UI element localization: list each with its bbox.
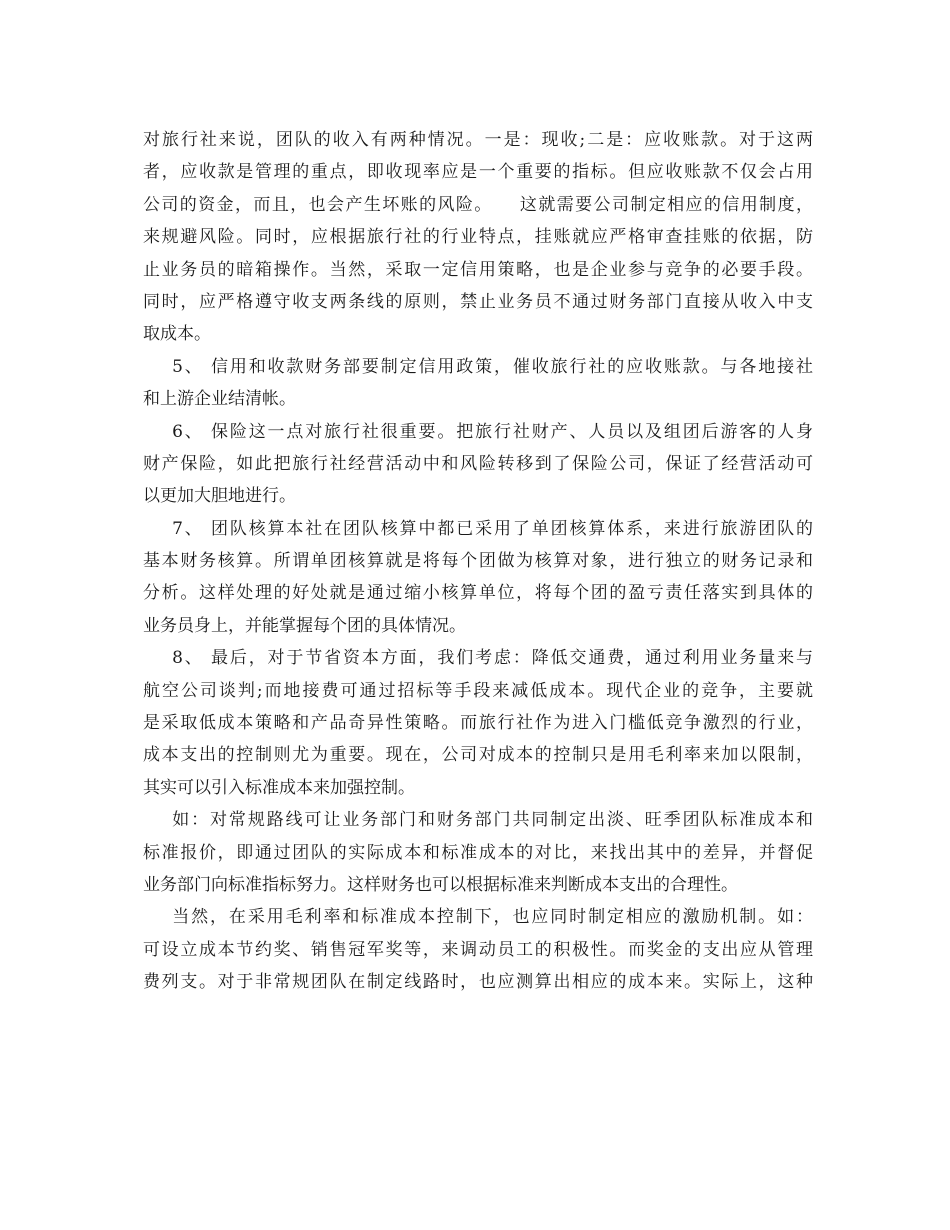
paragraph-insurance (143, 416, 813, 513)
text-line: 取成本。 (143, 324, 211, 345)
text-line: 公司的资金，而且，也会产生坏账的风险。 这就需要公司制定相应的信用制度， (143, 194, 813, 215)
text-line: 8、 最后，对于节省资本方面，我们考虑：降低交通费，通过利用业务量来与 (143, 648, 813, 669)
text-line: 费列支。对于非常规团队在制定线路时，也应测算出相应的成本来。实际上，这种 (143, 972, 813, 993)
text-line: 和上游企业结清帐。 (143, 389, 296, 410)
paragraph-team-accounting (143, 513, 813, 643)
text-line: 财产保险，如此把旅行社经营活动中和风险转移到了保险公司，保证了经营活动可 (143, 453, 813, 474)
text-line: 成本支出的控制则尤为重要。现在，公司对成本的控制只是用毛利率来加以限制， (143, 745, 813, 766)
text-line: 其实可以引入标准成本来加强控制。 (143, 777, 415, 798)
paragraph-standard-cost (143, 804, 813, 901)
text-line: 7、 团队核算本社在团队核算中都已采用了单团核算体系，来进行旅游团队的 (143, 518, 813, 539)
text-line: 者，应收款是管理的重点，即收现率应是一个重要的指标。但应收账款不仅会占用 (143, 162, 813, 183)
text-line: 是采取低成本策略和产品奇异性策略。而旅行社作为进入门槛低竞争激烈的行业， (143, 713, 813, 734)
text-line: 当然，在采用毛利率和标准成本控制下，也应同时制定相应的激励机制。如： (143, 907, 813, 928)
text-line: 业务员身上，并能掌握每个团的具体情况。 (143, 615, 466, 636)
text-line: 5、 信用和收款财务部要制定信用政策，催收旅行社的应收账款。与各地接社 (143, 356, 813, 377)
text-line: 航空公司谈判;而地接费可通过招标等手段来减低成本。现代企业的竞争，主要就 (143, 680, 813, 701)
text-line: 止业务员的暗箱操作。当然，采取一定信用策略，也是企业参与竞争的必要手段。 (143, 259, 813, 280)
text-line: 对旅行社来说，团队的收入有两种情况。一是：现收;二是：应收账款。对于这两 (143, 130, 813, 150)
paragraph-receivables (143, 124, 813, 351)
paragraph-cost-saving (143, 642, 813, 804)
paragraph-incentives (143, 901, 813, 998)
text-line: 标准报价，即通过团队的实际成本和标准成本的对比，来找出其中的差异，并督促 (143, 842, 813, 863)
text-line: 6、 保险这一点对旅行社很重要。把旅行社财产、人员以及组团后游客的人身 (143, 421, 813, 442)
text-line: 分析。这样处理的好处就是通过缩小核算单位，将每个团的盈亏责任落实到具体的 (143, 583, 813, 604)
text-line: 来规避风险。同时，应根据旅行社的行业特点，挂账就应严格审查挂账的依据，防 (143, 227, 813, 248)
text-line: 可设立成本节约奖、销售冠军奖等，来调动员工的积极性。而奖金的支出应从管理 (143, 939, 813, 960)
text-line: 以更加大胆地进行。 (143, 486, 296, 507)
text-line: 业务部门向标准指标努力。这样财务也可以根据标准来判断成本支出的合理性。 (143, 874, 738, 895)
document-page (143, 124, 813, 999)
text-line: 基本财务核算。所谓单团核算就是将每个团做为核算对象，进行独立的财务记录和 (143, 551, 813, 572)
text-line: 同时，应严格遵守收支两条线的原则，禁止业务员不通过财务部门直接从收入中支 (143, 291, 813, 312)
text-line: 如：对常规路线可让业务部门和财务部门共同制定出淡、旺季团队标准成本和 (143, 810, 813, 831)
paragraph-credit (143, 351, 813, 416)
